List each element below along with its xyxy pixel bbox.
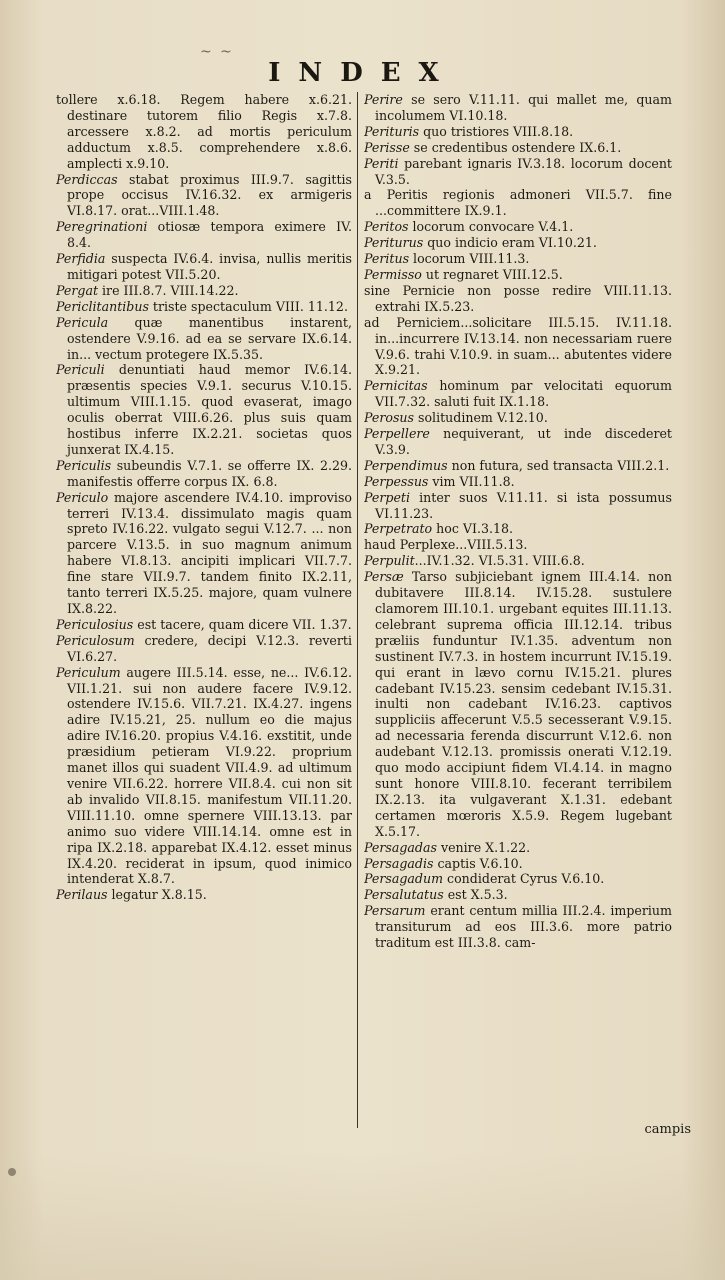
entry-text: ire III.8.7. VIII.14.22. xyxy=(98,282,239,298)
entry-lemma: Perosus xyxy=(364,410,414,426)
index-entry xyxy=(56,92,352,172)
index-entry xyxy=(364,521,672,537)
index-entry xyxy=(56,283,352,299)
index-entry xyxy=(56,458,352,490)
entry-text: triste spectaculum VIII. 11.12. xyxy=(148,298,348,314)
index-entry xyxy=(364,537,672,553)
entry-text: locorum convocare V.4.1. xyxy=(408,219,574,235)
index-entry xyxy=(364,251,672,267)
right-column xyxy=(364,92,672,1132)
entry-text: condiderat Cyrus V.6.10. xyxy=(443,871,605,887)
entry-text: otiosæ tempora eximere IV. 8.4. xyxy=(67,219,352,251)
entry-text: ...IV.1.32. VI.5.31. VIII.6.8. xyxy=(414,553,585,569)
entry-lemma: Periculi xyxy=(56,362,105,378)
index-entry xyxy=(364,871,672,887)
index-entry xyxy=(364,458,672,474)
index-entry xyxy=(364,903,672,951)
entry-text: legatur X.8.15. xyxy=(107,887,207,903)
entry-text: hoc VI.3.18. xyxy=(432,521,514,537)
index-entry xyxy=(56,219,352,251)
index-entry xyxy=(56,362,352,457)
index-entry xyxy=(364,219,672,235)
entry-lemma: Peritos xyxy=(364,219,409,235)
entry-text: locorum VIII.11.3. xyxy=(409,251,530,267)
entry-lemma: Periculosius xyxy=(56,616,134,632)
entry-text: captis V.6.10. xyxy=(433,855,523,871)
index-entry xyxy=(56,887,352,903)
entry-text: majore ascendere IV.4.10. improviso terreri IV.13.4. dissimulato magis quam spreto IV.16.22. vulgato segui V.12.7. ... non parcere V.13.5. in suo magnum animum habere VI.8.13. ancipiti implicari VII.7.7. fine stare VII.9.7. tandem finito IX.2.11, tanto terreri IX.5.25. majore, quam vulnere IX.8.22. xyxy=(67,489,352,616)
entry-lemma: Peregrinationi xyxy=(56,219,148,235)
entry-text: quo indicio eram VI.10.21. xyxy=(423,235,597,251)
index-entry xyxy=(56,617,352,633)
index-entry xyxy=(364,410,672,426)
index-entry xyxy=(364,124,672,140)
entry-text: solitudinem V.12.10. xyxy=(414,410,548,426)
entry-lemma: Periti xyxy=(364,155,399,171)
index-entry xyxy=(364,887,672,903)
entry-lemma: Periclitantibus xyxy=(56,298,149,314)
entry-lemma: Persarum xyxy=(364,903,426,919)
entry-text: quo tristiores VIII.8.18. xyxy=(419,123,574,139)
entry-text: vim VII.11.8. xyxy=(428,473,515,489)
ink-spot xyxy=(8,1168,16,1176)
entry-lemma: Perdiccas xyxy=(56,171,118,187)
index-entry xyxy=(364,315,672,379)
index-entry xyxy=(56,172,352,220)
page-stain xyxy=(0,1150,725,1280)
entry-lemma: Persagadis xyxy=(364,855,434,871)
entry-lemma: Perilaus xyxy=(56,887,108,903)
index-entry xyxy=(56,665,352,888)
entry-text: se credentibus ostendere IX.6.1. xyxy=(409,139,622,155)
entry-lemma: Perpessus xyxy=(364,473,429,489)
index-entry xyxy=(364,140,672,156)
index-entry xyxy=(364,569,672,839)
entry-lemma: Pericula xyxy=(56,314,109,330)
entry-lemma: Persagadum xyxy=(364,871,444,887)
entry-text: Tarso subjiciebant ignem III.4.14. non dubitavere III.8.14. IV.15.28. sustulere clamorem III.10.1. urgebant equites III.11.13. celebrant suprema officia III.12.14. tribus præliis funduntur IV.1.35. adventum non sustinent IV.7.3. in hostem incurrunt IV.15.19. qui erant in lævo cornu IV.15.21. plures cadebant IV.15.23. sensim cedebant IV.15.31. inulti non cadebant IV.16.23. captivos suppliciis affecerunt V.5.5 secesserant V.9.15. ad necessaria ferenda discurrunt V.12.6. non audebant V.12.13. promissis onerati V.12.19. quo modo accipiunt fidem VI.4.14. in magno sunt honore VIII.8.10. fecerant terribilem IX.2.13. ita vulgaverant X.1.31. edebant certamen mœroris X.5.9. Regem lugebant X.5.17. xyxy=(375,569,672,839)
index-entry xyxy=(56,315,352,363)
index-entry xyxy=(364,283,672,315)
entry-text: non futura, sed transacta VIII.2.1. xyxy=(447,457,670,473)
index-entry xyxy=(364,235,672,251)
index-entry xyxy=(364,856,672,872)
entry-text: stabat proximus III.9.7. sagittis prope occisus IV.16.32. ex armigeris VI.8.17. orat...VIII.1.48. xyxy=(67,171,352,219)
entry-lemma: Perpetrato xyxy=(364,521,433,537)
entry-text: tollere x.6.18. Regem habere x.6.21. destinare tutorem filio Regis x.7.8. arcessere x.8.2. ad mortis periculum adductum x.8.5. comprehendere x.8.6. amplecti x.9.10. xyxy=(56,92,352,171)
page-header: INDEX xyxy=(268,58,457,88)
entry-lemma: Persalutatus xyxy=(364,887,444,903)
entry-lemma: Periculis xyxy=(56,457,112,473)
entry-text: est tacere, quam dicere VII. 1.37. xyxy=(133,616,352,632)
entry-lemma: Periculosum xyxy=(56,632,135,648)
index-entry xyxy=(364,474,672,490)
left-column xyxy=(56,92,352,1132)
entry-lemma: Perisse xyxy=(364,139,410,155)
column-divider xyxy=(357,92,358,1128)
entry-lemma: Periculum xyxy=(56,664,121,680)
entry-lemma: Peritus xyxy=(364,251,410,267)
index-entry xyxy=(364,92,672,124)
index-entry xyxy=(364,187,672,219)
entry-text: a Peritis regionis admoneri VII.5.7. fine ...committere IX.9.1. xyxy=(364,187,672,219)
entry-lemma: Perpellere xyxy=(364,426,430,442)
entry-text: denuntiati haud memor IV.6.14. præsentis species V.9.1. securus V.10.15. ultimum VIII.1.15. quod evaserat, imago oculis oberrat VIII.6.26. plus suis quam hostibus inferre IX.2.21. societas quos junxerat IX.4.15. xyxy=(67,362,352,457)
entry-lemma: Periculo xyxy=(56,489,109,505)
entry-text: haud Perplexe...VIII.5.13. xyxy=(364,537,528,553)
entry-text: subeundis V.7.1. se offerre IX. 2.29. manifestis offerre corpus IX. 6.8. xyxy=(67,457,352,489)
index-entry xyxy=(364,156,672,188)
index-entry xyxy=(364,426,672,458)
entry-lemma: Persæ xyxy=(364,569,404,585)
entry-lemma: Pernicitas xyxy=(364,378,428,394)
entry-lemma: Periturus xyxy=(364,235,424,251)
entry-text: nequiverant, ut inde discederet V.3.9. xyxy=(375,426,672,457)
entry-lemma: Perpendimus xyxy=(364,457,448,473)
entry-text: parebant ignaris IV.3.18. locorum docent V.3.5. xyxy=(375,155,672,187)
index-entry xyxy=(364,840,672,856)
entry-lemma: Permisso xyxy=(364,266,422,282)
index-entry xyxy=(56,490,352,617)
entry-text: est X.5.3. xyxy=(443,887,508,903)
index-entry xyxy=(364,490,672,522)
entry-text: venire X.1.22. xyxy=(436,839,531,855)
entry-text: sine Pernicie non posse redire VIII.11.13. extrahi IX.5.23. xyxy=(364,282,672,314)
entry-text: quæ manentibus instarent, ostendere V.9.16. ad ea se servare IX.6.14. in... vectum protegere IX.5.35. xyxy=(67,314,352,362)
entry-text: erant centum millia III.2.4. imperium transiturum ad eos III.3.6. more patrio traditum est III.3.8. cam- xyxy=(375,903,672,951)
index-entry xyxy=(364,378,672,410)
index-entry xyxy=(364,553,672,569)
entry-lemma: Persagadas xyxy=(364,839,437,855)
index-entry xyxy=(56,251,352,283)
entry-lemma: Pergat xyxy=(56,282,99,298)
entry-lemma: Perituris xyxy=(364,123,420,139)
catchword: campis xyxy=(644,1122,691,1137)
index-entry xyxy=(364,267,672,283)
entry-text: hominum par velocitati equorum VII.7.32. saluti fuit IX.1.18. xyxy=(375,378,672,410)
entry-lemma: Perpeti xyxy=(364,489,410,505)
entry-text: credere, decipi V.12.3. reverti VI.6.27. xyxy=(67,632,352,664)
entry-lemma: Perpulit xyxy=(364,553,415,569)
corner-mark: ~ ~ xyxy=(200,44,234,60)
entry-lemma: Perire xyxy=(364,92,403,107)
entry-text: inter suos V.11.11. si ista possumus VI.11.23. xyxy=(375,489,672,521)
entry-text: ad Perniciem...solicitare III.5.15. IV.11.18. in...incurrere IV.13.14. non necessariam ruere V.9.6. trahi V.10.9. in suam... abutentes videre X.9.21. xyxy=(364,314,672,378)
index-entry xyxy=(56,299,352,315)
entry-text: augere III.5.14. esse, ne... IV.6.12. VII.1.21. sui non audere facere IV.9.12. ostendere IV.15.6. VII.7.21. IX.4.27. ingens adire IV.15.21, 25. nullum eo die majus adire IV.16.20. propius V.4.16. exstitit, unde præsidium petieram VI.9.22. proprium manet illos qui suadent VII.4.9. ad ultimum venire VII.6.22. horrere VII.8.4. cui non sit ab invalido VII.8.15. manifestum VII.11.20. VIII.11.10. omne spernere VIII.13.13. par animo suo videre VIII.14.14. omne est in ripa IX.2.18. apparebat IX.4.12. esset minus IX.4.20. reciderat in ipsum, quod inimico intenderat X.8.7. xyxy=(67,664,352,887)
index-entry xyxy=(56,633,352,665)
entry-text: ut regnaret VIII.12.5. xyxy=(421,266,563,282)
entry-text: se sero V.11.11. qui mallet me, quam incolumem VI.10.18. xyxy=(375,92,672,123)
entry-text: suspecta IV.6.4. invisa, nullis meritis mitigari potest VII.5.20. xyxy=(67,251,352,282)
entry-lemma: Perfidia xyxy=(56,251,106,267)
